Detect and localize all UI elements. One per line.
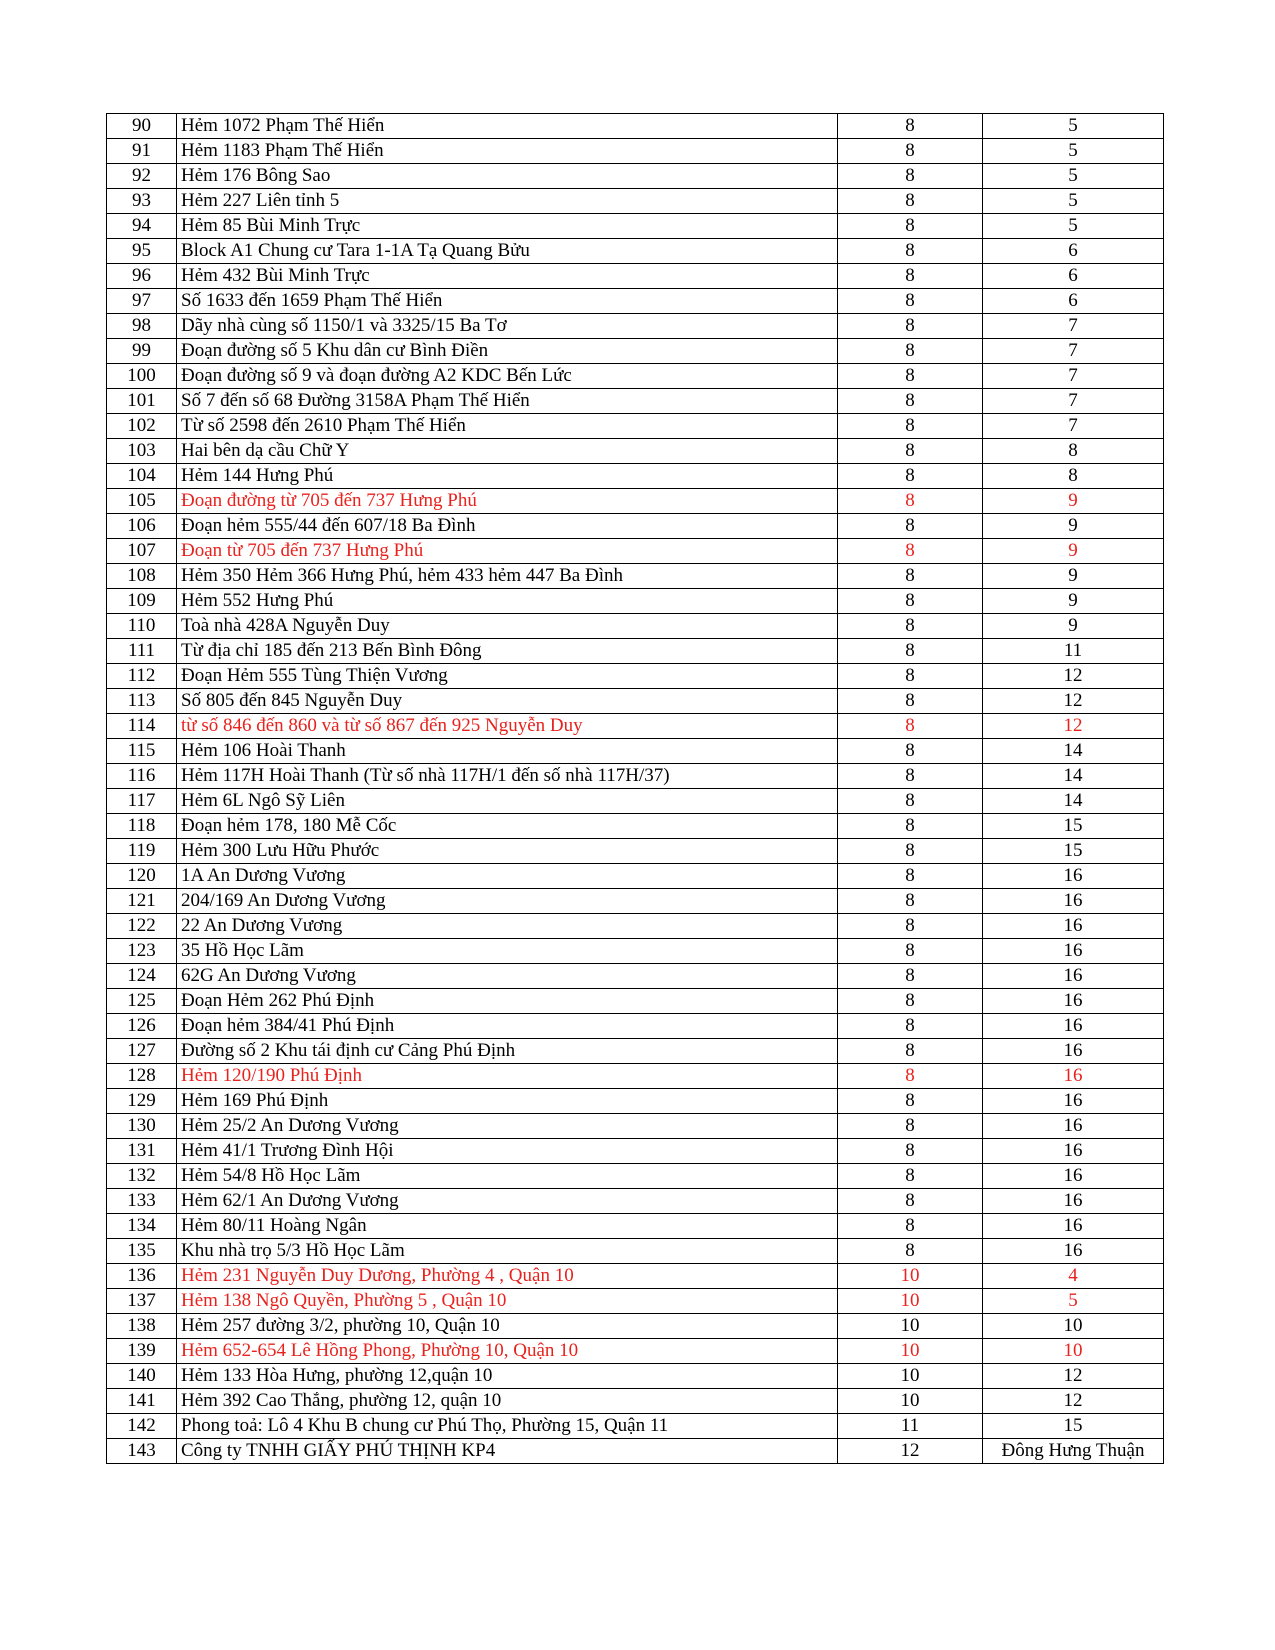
ward-cell: 5 [983,1289,1164,1314]
address-cell: Số 805 đến 845 Nguyễn Duy [177,689,838,714]
row-number-cell: 97 [107,289,177,314]
ward-cell: 16 [983,1214,1164,1239]
ward-cell: 16 [983,1064,1164,1089]
address-cell: Từ địa chỉ 185 đến 213 Bến Bình Đông [177,639,838,664]
district-cell: 8 [838,314,983,339]
row-number-cell: 102 [107,414,177,439]
row-number-cell: 113 [107,689,177,714]
address-cell: Phong toả: Lô 4 Khu B chung cư Phú Thọ, Phường 15, Quận 11 [177,1414,838,1439]
row-number-cell: 95 [107,239,177,264]
ward-cell: 10 [983,1339,1164,1364]
district-cell: 10 [838,1339,983,1364]
address-cell: Đoạn hẻm 555/44 đến 607/18 Ba Đình [177,514,838,539]
row-number-cell: 129 [107,1089,177,1114]
row-number-cell: 140 [107,1364,177,1389]
address-cell: Khu nhà trọ 5/3 Hồ Học Lãm [177,1239,838,1264]
ward-cell: 4 [983,1264,1164,1289]
row-number-cell: 137 [107,1289,177,1314]
table-row [107,139,1164,164]
row-number-cell: 117 [107,789,177,814]
ward-cell: 12 [983,1389,1164,1414]
district-cell: 8 [838,1189,983,1214]
ward-cell: 6 [983,264,1164,289]
ward-cell: 9 [983,614,1164,639]
address-cell: Hẻm 62/1 An Dương Vương [177,1189,838,1214]
district-cell: 8 [838,839,983,864]
lockdown-address-table [106,113,1164,1464]
row-number-cell: 133 [107,1189,177,1214]
ward-cell: 7 [983,314,1164,339]
district-cell: 8 [838,889,983,914]
district-cell: 8 [838,289,983,314]
ward-cell: 11 [983,639,1164,664]
row-number-cell: 111 [107,639,177,664]
row-number-cell: 134 [107,1214,177,1239]
address-cell: Hẻm 25/2 An Dương Vương [177,1114,838,1139]
ward-cell: 16 [983,1139,1164,1164]
address-cell: Số 7 đến số 68 Đường 3158A Phạm Thế Hiển [177,389,838,414]
table-row [107,1314,1164,1339]
table-row [107,1164,1164,1189]
ward-cell: 12 [983,1364,1164,1389]
address-cell: Hẻm 41/1 Trương Đình Hội [177,1139,838,1164]
row-number-cell: 136 [107,1264,177,1289]
table-row [107,189,1164,214]
district-cell: 8 [838,364,983,389]
district-cell: 8 [838,589,983,614]
ward-cell: 16 [983,939,1164,964]
ward-cell: 16 [983,1164,1164,1189]
district-cell: 8 [838,864,983,889]
address-cell: Hẻm 6L Ngô Sỹ Liên [177,789,838,814]
address-cell: Block A1 Chung cư Tara 1-1A Tạ Quang Bửu [177,239,838,264]
address-cell: Hẻm 169 Phú Định [177,1089,838,1114]
address-cell: Hẻm 227 Liên tỉnh 5 [177,189,838,214]
address-cell: Đoạn từ 705 đến 737 Hưng Phú [177,539,838,564]
ward-cell: 9 [983,564,1164,589]
address-cell: Hẻm 176 Bông Sao [177,164,838,189]
ward-cell: 5 [983,214,1164,239]
row-number-cell: 124 [107,964,177,989]
row-number-cell: 130 [107,1114,177,1139]
row-number-cell: 105 [107,489,177,514]
ward-cell: 5 [983,164,1164,189]
district-cell: 8 [838,489,983,514]
district-cell: 8 [838,1089,983,1114]
address-cell: Hẻm 138 Ngô Quyền, Phường 5 , Quận 10 [177,1289,838,1314]
table-row [107,114,1164,139]
row-number-cell: 141 [107,1389,177,1414]
row-number-cell: 104 [107,464,177,489]
table-row [107,1339,1164,1364]
ward-cell: 16 [983,1014,1164,1039]
ward-cell: 10 [983,1314,1164,1339]
ward-cell: 16 [983,864,1164,889]
address-cell: Hẻm 257 đường 3/2, phường 10, Quận 10 [177,1314,838,1339]
table-row [107,389,1164,414]
table-row [107,364,1164,389]
row-number-cell: 108 [107,564,177,589]
district-cell: 10 [838,1289,983,1314]
table-row [107,439,1164,464]
ward-cell: 16 [983,989,1164,1014]
district-cell: 8 [838,1114,983,1139]
table-row [107,564,1164,589]
table-row [107,739,1164,764]
row-number-cell: 110 [107,614,177,639]
district-cell: 8 [838,164,983,189]
address-cell: Số 1633 đến 1659 Phạm Thế Hiển [177,289,838,314]
district-cell: 10 [838,1364,983,1389]
district-cell: 8 [838,614,983,639]
district-cell: 8 [838,739,983,764]
district-cell: 8 [838,664,983,689]
table-row [107,489,1164,514]
district-cell: 8 [838,1039,983,1064]
row-number-cell: 116 [107,764,177,789]
ward-cell: 14 [983,764,1164,789]
ward-cell: 6 [983,289,1164,314]
row-number-cell: 122 [107,914,177,939]
row-number-cell: 128 [107,1064,177,1089]
address-cell: Hẻm 432 Bùi Minh Trực [177,264,838,289]
row-number-cell: 92 [107,164,177,189]
address-cell: Đoạn Hẻm 262 Phú Định [177,989,838,1014]
address-cell: 35 Hồ Học Lãm [177,939,838,964]
row-number-cell: 112 [107,664,177,689]
table-row [107,314,1164,339]
district-cell: 8 [838,714,983,739]
address-cell: Hẻm 231 Nguyễn Duy Dương, Phường 4 , Quận 10 [177,1264,838,1289]
ward-cell: 8 [983,464,1164,489]
table-row [107,289,1164,314]
ward-cell: 9 [983,514,1164,539]
district-cell: 11 [838,1414,983,1439]
row-number-cell: 131 [107,1139,177,1164]
address-cell: Hẻm 300 Lưu Hữu Phước [177,839,838,864]
district-cell: 8 [838,564,983,589]
ward-cell: 7 [983,389,1164,414]
ward-cell: 12 [983,664,1164,689]
address-cell: Hẻm 1072 Phạm Thế Hiển [177,114,838,139]
table-row [107,589,1164,614]
table-row [107,989,1164,1014]
table-row [107,1064,1164,1089]
row-number-cell: 127 [107,1039,177,1064]
table-row [107,414,1164,439]
table-row [107,539,1164,564]
ward-cell: 15 [983,814,1164,839]
ward-cell: 8 [983,439,1164,464]
table-row [107,1089,1164,1114]
address-cell: Hẻm 144 Hưng Phú [177,464,838,489]
row-number-cell: 93 [107,189,177,214]
ward-cell: 9 [983,489,1164,514]
address-cell: Công ty TNHH GIẤY PHÚ THỊNH KP4 [177,1439,838,1464]
table-body [107,114,1164,1464]
row-number-cell: 91 [107,139,177,164]
address-cell: Đoạn hẻm 178, 180 Mễ Cốc [177,814,838,839]
district-cell: 8 [838,539,983,564]
table-row [107,1214,1164,1239]
row-number-cell: 94 [107,214,177,239]
table-row [107,514,1164,539]
ward-cell: 16 [983,1239,1164,1264]
row-number-cell: 123 [107,939,177,964]
address-cell: Hẻm 106 Hoài Thanh [177,739,838,764]
district-cell: 8 [838,989,983,1014]
district-cell: 10 [838,1264,983,1289]
row-number-cell: 139 [107,1339,177,1364]
table-row [107,464,1164,489]
ward-cell: 16 [983,964,1164,989]
district-cell: 8 [838,439,983,464]
table-row [107,939,1164,964]
district-cell: 8 [838,914,983,939]
table-row [107,1439,1164,1464]
address-cell: 62G An Dương Vương [177,964,838,989]
district-cell: 8 [838,1164,983,1189]
address-cell: Đoạn Hẻm 555 Tùng Thiện Vương [177,664,838,689]
ward-cell: 14 [983,789,1164,814]
row-number-cell: 107 [107,539,177,564]
district-cell: 8 [838,1139,983,1164]
table-row [107,1414,1164,1439]
ward-cell: 9 [983,539,1164,564]
district-cell: 10 [838,1389,983,1414]
ward-cell: 14 [983,739,1164,764]
table-row [107,1114,1164,1139]
district-cell: 8 [838,939,983,964]
address-cell: Hẻm 552 Hưng Phú [177,589,838,614]
ward-cell: 16 [983,1114,1164,1139]
table-row [107,1289,1164,1314]
ward-cell: 5 [983,114,1164,139]
ward-cell: 16 [983,1189,1164,1214]
district-cell: 8 [838,814,983,839]
district-cell: 8 [838,764,983,789]
row-number-cell: 120 [107,864,177,889]
row-number-cell: 118 [107,814,177,839]
address-cell: Hẻm 1183 Phạm Thế Hiển [177,139,838,164]
address-cell: 1A An Dương Vương [177,864,838,889]
address-cell: Đoạn đường số 9 và đoạn đường A2 KDC Bến Lức [177,364,838,389]
district-cell: 8 [838,689,983,714]
row-number-cell: 125 [107,989,177,1014]
row-number-cell: 90 [107,114,177,139]
row-number-cell: 103 [107,439,177,464]
table-row [107,689,1164,714]
address-cell: Hẻm 85 Bùi Minh Trực [177,214,838,239]
ward-cell: 15 [983,1414,1164,1439]
table-row [107,614,1164,639]
district-cell: 8 [838,214,983,239]
address-cell: từ số 846 đến 860 và từ số 867 đến 925 Nguyễn Duy [177,714,838,739]
table-row [107,639,1164,664]
district-cell: 8 [838,389,983,414]
district-cell: 8 [838,789,983,814]
district-cell: 8 [838,139,983,164]
table-row [107,264,1164,289]
row-number-cell: 98 [107,314,177,339]
table-row [107,714,1164,739]
address-cell: Dãy nhà cùng số 1150/1 và 3325/15 Ba Tơ [177,314,838,339]
row-number-cell: 100 [107,364,177,389]
address-cell: Từ số 2598 đến 2610 Phạm Thế Hiển [177,414,838,439]
district-cell: 8 [838,1014,983,1039]
row-number-cell: 119 [107,839,177,864]
row-number-cell: 143 [107,1439,177,1464]
district-cell: 8 [838,339,983,364]
ward-cell: 7 [983,414,1164,439]
district-cell: 8 [838,264,983,289]
district-cell: 8 [838,114,983,139]
ward-cell: 5 [983,139,1164,164]
table-row [107,814,1164,839]
row-number-cell: 106 [107,514,177,539]
row-number-cell: 101 [107,389,177,414]
row-number-cell: 142 [107,1414,177,1439]
district-cell: 8 [838,414,983,439]
table-row [107,1364,1164,1389]
table-row [107,1139,1164,1164]
district-cell: 8 [838,1064,983,1089]
address-cell: Hẻm 120/190 Phú Định [177,1064,838,1089]
district-cell: 8 [838,964,983,989]
ward-cell: 9 [983,589,1164,614]
table-row [107,1264,1164,1289]
address-cell: Hẻm 392 Cao Thắng, phường 12, quận 10 [177,1389,838,1414]
ward-cell: 6 [983,239,1164,264]
address-cell: Hẻm 117H Hoài Thanh (Từ số nhà 117H/1 đến số nhà 117H/37) [177,764,838,789]
row-number-cell: 135 [107,1239,177,1264]
address-cell: 204/169 An Dương Vương [177,889,838,914]
table-row [107,214,1164,239]
district-cell: 8 [838,464,983,489]
row-number-cell: 126 [107,1014,177,1039]
row-number-cell: 99 [107,339,177,364]
row-number-cell: 96 [107,264,177,289]
district-cell: 8 [838,1239,983,1264]
table-row [107,1239,1164,1264]
table-row [107,864,1164,889]
row-number-cell: 121 [107,889,177,914]
address-cell: 22 An Dương Vương [177,914,838,939]
table-row [107,889,1164,914]
table-row [107,789,1164,814]
table-row [107,1389,1164,1414]
address-cell: Hẻm 350 Hẻm 366 Hưng Phú, hẻm 433 hẻm 447 Ba Đình [177,564,838,589]
ward-cell: 16 [983,1089,1164,1114]
table-row [107,1039,1164,1064]
address-cell: Đoạn hẻm 384/41 Phú Định [177,1014,838,1039]
row-number-cell: 138 [107,1314,177,1339]
address-cell: Hẻm 133 Hòa Hưng, phường 12,quận 10 [177,1364,838,1389]
address-cell: Hẻm 652-654 Lê Hồng Phong, Phường 10, Quận 10 [177,1339,838,1364]
ward-cell: 12 [983,689,1164,714]
district-cell: 10 [838,1314,983,1339]
ward-cell: 16 [983,889,1164,914]
district-cell: 8 [838,514,983,539]
ward-cell: 7 [983,339,1164,364]
district-cell: 12 [838,1439,983,1464]
ward-cell: Đông Hưng Thuận [983,1439,1164,1464]
ward-cell: 7 [983,364,1164,389]
address-cell: Hẻm 54/8 Hồ Học Lãm [177,1164,838,1189]
table-row [107,664,1164,689]
row-number-cell: 132 [107,1164,177,1189]
row-number-cell: 115 [107,739,177,764]
district-cell: 8 [838,639,983,664]
table-row [107,239,1164,264]
address-cell: Đoạn đường từ 705 đến 737 Hưng Phú [177,489,838,514]
table-row [107,964,1164,989]
table-row [107,839,1164,864]
district-cell: 8 [838,1214,983,1239]
ward-cell: 16 [983,1039,1164,1064]
address-cell: Đường số 2 Khu tái định cư Cảng Phú Định [177,1039,838,1064]
table-row [107,339,1164,364]
address-cell: Đoạn đường số 5 Khu dân cư Bình Điền [177,339,838,364]
table-row [107,764,1164,789]
table-row [107,164,1164,189]
ward-cell: 15 [983,839,1164,864]
table-row [107,914,1164,939]
table-row [107,1014,1164,1039]
ward-cell: 12 [983,714,1164,739]
district-cell: 8 [838,239,983,264]
ward-cell: 16 [983,914,1164,939]
district-cell: 8 [838,189,983,214]
ward-cell: 5 [983,189,1164,214]
row-number-cell: 114 [107,714,177,739]
address-cell: Hẻm 80/11 Hoàng Ngân [177,1214,838,1239]
row-number-cell: 109 [107,589,177,614]
address-cell: Toà nhà 428A Nguyễn Duy [177,614,838,639]
table-row [107,1189,1164,1214]
address-cell: Hai bên dạ cầu Chữ Y [177,439,838,464]
